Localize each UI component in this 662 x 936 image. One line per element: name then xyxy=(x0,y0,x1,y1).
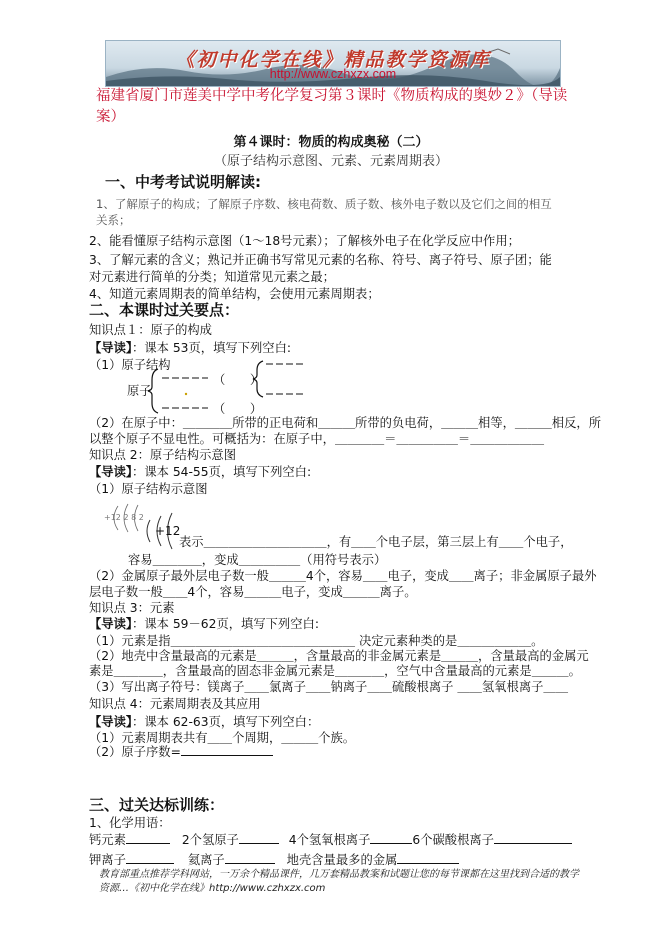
kp1-title: 知识点１：原子的构成 xyxy=(89,323,212,337)
kp3-q1: （1）元素是指＿＿＿＿＿＿＿＿＿＿＿＿＿＿＿ 决定元素种类的是＿＿＿＿＿＿。 xyxy=(89,634,544,648)
kp4-q1: （1）元素周期表共有＿＿个周期，＿＿＿个族。 xyxy=(89,731,356,745)
term-helium-ion: 氦离子 xyxy=(187,853,225,867)
atom-small-label xyxy=(104,513,144,522)
nucleus-small: +12 xyxy=(104,513,121,522)
answer-blank[interactable] xyxy=(126,851,174,864)
kp2-guide xyxy=(89,462,311,480)
answer-blank[interactable] xyxy=(126,831,170,844)
section-2-title: 二、本课时过关要点： xyxy=(89,301,240,319)
footer-line-1: 教育部重点推荐学科网站，一万余个精品课件，几万套精品教案和试题让您的每节课都在这里找到合适的教学 xyxy=(99,869,579,880)
sec1-item2: 2、能看懂原子结构示意图（1～18号元素）；了解核外电子在化学反应中作用； xyxy=(89,234,520,248)
kp3-q2-line2: 素是＿＿＿＿，含量最高的固态非金属元素是＿＿＿＿，空气中含量最高的元素是＿＿＿。 xyxy=(89,664,581,678)
answer-blank[interactable] xyxy=(239,831,279,844)
kp4-q2-text: （2）原子序数= xyxy=(89,745,181,759)
term-2-hydrogen-atoms: 2个氢原子 xyxy=(181,833,239,847)
guide-text: ：课本 54-55页，填写下列空白: xyxy=(132,465,312,479)
kp2-q2-line1: （2）金属原子最外层电子数一般＿＿＿4个，容易＿＿电子，变成＿＿离子；非金属原子最外 xyxy=(89,569,597,583)
guide-label: 【导读】 xyxy=(89,617,133,631)
kp1-q2-line2: 以整个原子不显电性。可概括为：在原子中，＿＿＿＿＝＿＿＿＿＿＝＿＿＿＿＿＿ xyxy=(89,432,544,446)
guide-label: 【导读】 xyxy=(89,715,133,729)
guide-text: ：课本 59－62页，填写下列空白: xyxy=(132,617,319,631)
kp1-q1: （1）原子结构 xyxy=(89,358,171,372)
guide-text: ：课本 53页，填写下列空白: xyxy=(132,341,292,355)
banner-url-link[interactable]: http://www.czhxzx.com xyxy=(269,67,397,81)
sec1-item1-line2: 关系； xyxy=(96,213,131,227)
term-6-carbonate-ions: 6个碳酸根离子 xyxy=(412,833,494,847)
document-title: 福建省厦门市莲美中学中考化学复习第３课时《物质构成的奥妙２》（导读案） xyxy=(96,88,568,125)
kp2-q2-line2: 层电子数一般＿＿4个，容易＿＿＿电子，变成＿＿＿离子。 xyxy=(89,585,417,599)
kp3-title: 知识点 3：元素 xyxy=(89,601,175,615)
kp4-title: 知识点 4：元素周期表及其应用 xyxy=(89,697,261,711)
answer-blank[interactable] xyxy=(397,851,459,864)
lesson-heading: 第４课时：物质的构成奥秘（二） xyxy=(233,135,429,150)
kp1-q2-line1: （2）在原子中：＿＿＿＿所带的正电荷和＿＿＿所带的负电荷，＿＿＿相等，＿＿＿相反，所 xyxy=(89,416,601,430)
answer-blank[interactable] xyxy=(370,831,412,844)
atom-paren-2: （ ） xyxy=(213,402,263,416)
footer-note xyxy=(99,868,579,896)
answer-blank[interactable] xyxy=(181,743,273,756)
guide-label: 【导读】 xyxy=(89,341,133,355)
kp2-line1: 表示＿＿＿＿＿＿＿＿＿＿，有＿＿个电子层，第三层上有＿＿个电子， xyxy=(179,535,573,549)
sec1-item1-line1: 1、了解原子的构成；了解原子序数、核电荷数、质子数、核外电子数以及它们之间的相互 xyxy=(96,197,552,211)
kp2-title: 知识点 2：原子结构示意图 xyxy=(89,448,236,462)
site-banner xyxy=(105,40,561,87)
sec1-item4: 4、知道元素周期表的简单结构，会使用元素周期表； xyxy=(89,287,380,301)
kp2-line2: 容易＿＿＿＿，变成＿＿＿＿＿（用符号表示） xyxy=(128,553,387,567)
atom-paren-1: （ ） xyxy=(213,373,263,387)
footer-line-2: 资源…《初中化学在线》http://www.czhxzx.com xyxy=(99,883,326,894)
lesson-subheading: （原子结构示意图、元素、元素周期表） xyxy=(213,154,448,169)
sec1-item3-line1: 3、了解元素的含义；熟记并正确书写常见元素的名称、符号、离子符号、原子团；能 xyxy=(89,253,552,267)
kp2-q1: （1）原子结构示意图 xyxy=(89,482,208,496)
sec3-item1: 1、化学用语： xyxy=(89,816,171,830)
kp4-q2 xyxy=(89,742,273,760)
guide-text: ：课本 62-63页，填写下列空白： xyxy=(132,715,320,729)
term-potassium-ion: 钾离子 xyxy=(89,853,126,867)
atom-nucleus-charge: +12 xyxy=(155,524,181,538)
kp1-guide xyxy=(89,338,291,356)
atom-label: 原子 xyxy=(127,384,152,398)
answer-blank[interactable] xyxy=(225,851,275,864)
sec3-row2 xyxy=(89,850,459,868)
answer-blank[interactable] xyxy=(494,831,572,844)
kp3-q2-line1: （2）地壳中含量最高的元素是＿＿＿，含量最高的非金属元素是＿＿＿，含量最高的金属元 xyxy=(89,649,589,663)
sec3-row1 xyxy=(89,830,572,848)
guide-label: 【导读】 xyxy=(89,465,133,479)
term-crust-metal: 地壳含量最多的金属 xyxy=(286,853,398,867)
kp3-guide xyxy=(89,614,319,632)
term-calcium-element: 钙元素 xyxy=(89,833,126,847)
section-1-title: 一、中考考试说明解读: xyxy=(105,173,261,191)
section-3-title: 三、过关达标训练： xyxy=(89,796,225,814)
banner-title: 《初中化学在线》精品教学资源库 xyxy=(175,49,491,71)
sec1-item3-line2: 对元素进行简单的分类；知道常见元素之最； xyxy=(89,270,335,284)
term-4-hydroxide-ions: 4个氢氧根离子 xyxy=(288,833,371,847)
shell-numbers-small: 2 8 2 xyxy=(123,513,144,522)
kp3-q3: （3）写出离子符号：镁离子＿＿氯离子＿＿钠离子＿＿硫酸根离子 ＿＿氢氧根离子＿＿ xyxy=(89,680,569,694)
